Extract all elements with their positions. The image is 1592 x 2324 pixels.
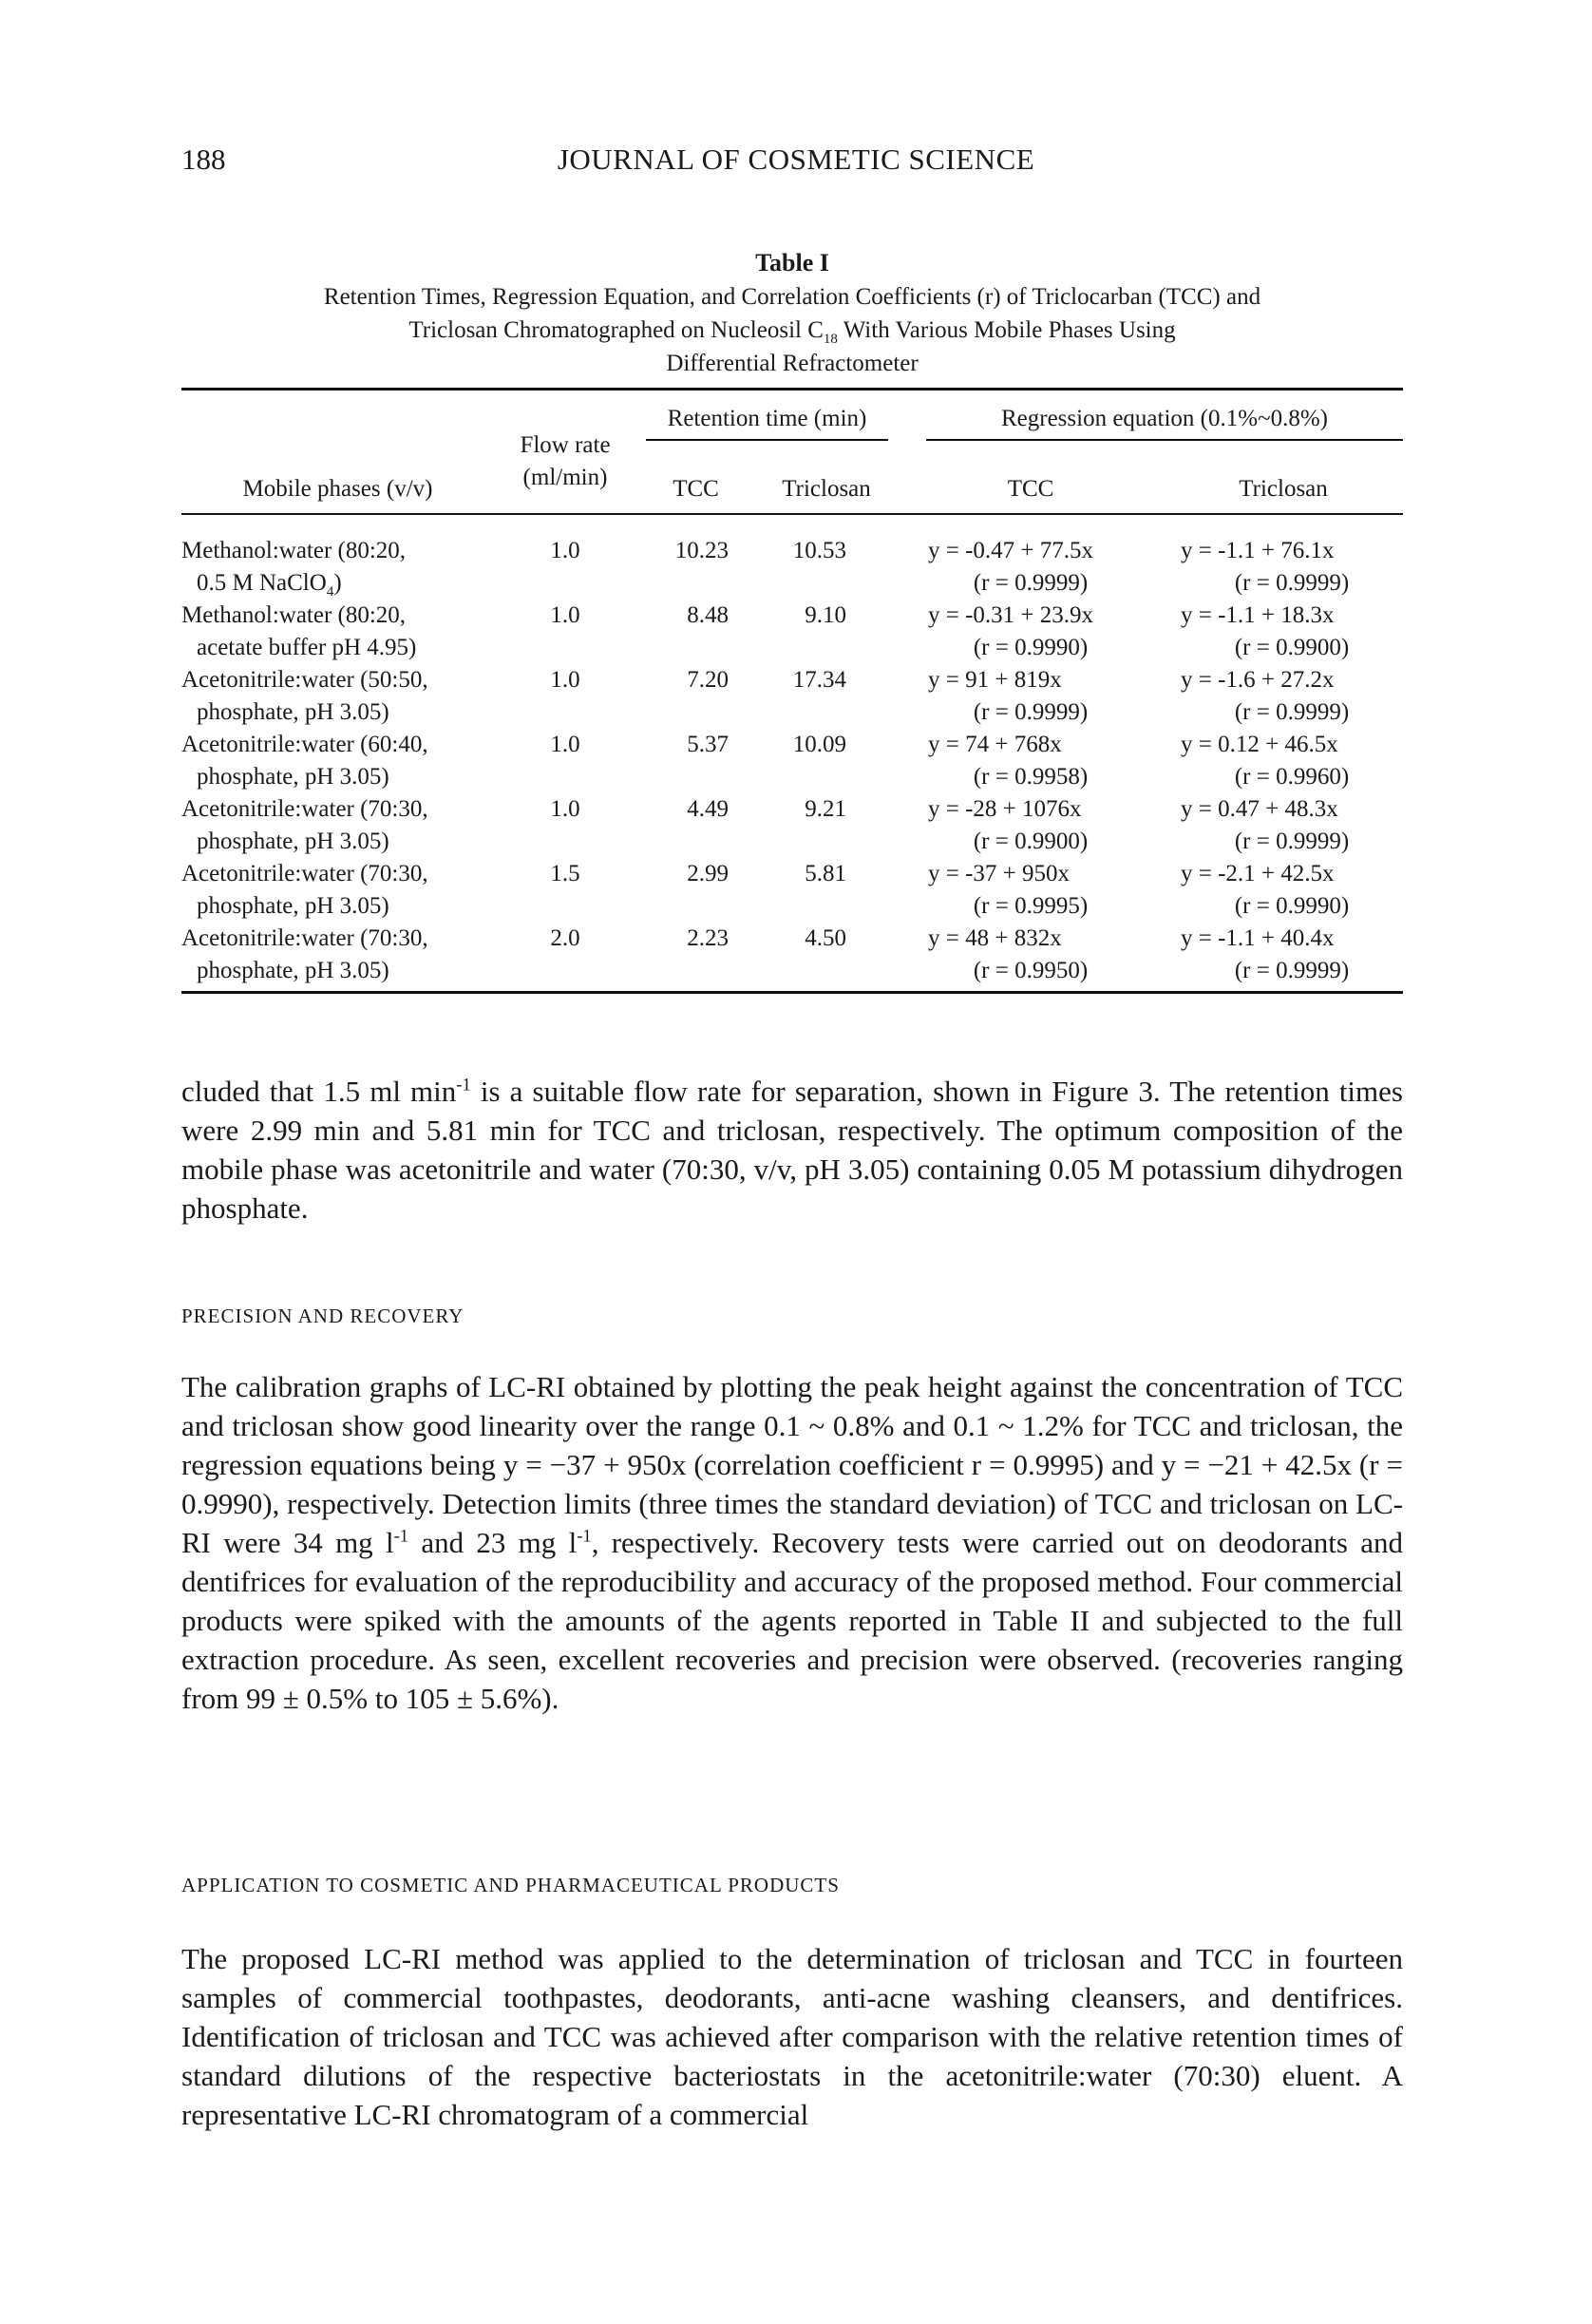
regression-tcc: y = 48 + 832x	[928, 924, 1062, 951]
correlation-tcc: (r = 0.9900)	[973, 828, 1089, 854]
mobile-phase: Acetonitrile:water (50:50,	[181, 666, 428, 693]
regression-triclosan: y = -1.1 + 18.3x	[1181, 601, 1335, 628]
regression-tcc: y = -28 + 1076x	[928, 795, 1082, 822]
retention-tcc: 5.37	[687, 731, 729, 757]
retention-tcc: 2.23	[687, 924, 729, 951]
section-heading-precision: PRECISION AND RECOVERY	[181, 1305, 464, 1327]
correlation-tcc: (r = 0.9999)	[973, 569, 1089, 596]
mobile-phase: Acetonitrile:water (60:40,	[181, 731, 428, 757]
table-row	[181, 664, 1403, 696]
retention-tcc: 2.99	[687, 860, 729, 886]
caption-line: Differential Refractometer	[666, 351, 919, 376]
correlation-tcc: (r = 0.9999)	[973, 698, 1089, 725]
table-row-continuation	[181, 955, 1403, 987]
flow-rate: 2.0	[550, 924, 580, 951]
flow-rate: 1.0	[550, 795, 580, 822]
retention-triclosan: 10.09	[792, 731, 846, 757]
header-mobile-phases: Mobile phases (v/v)	[242, 475, 433, 502]
table-row-continuation	[181, 890, 1403, 923]
caption-line	[181, 314, 1403, 347]
correlation-triclosan: (r = 0.9999)	[1234, 569, 1350, 596]
caption-line: Retention Times, Regression Equation, and Correlation Coefficients (r) of Triclocarban (TCC) and	[323, 284, 1261, 310]
correlation-triclosan: (r = 0.9900)	[1234, 634, 1350, 660]
correlation-tcc: (r = 0.9950)	[973, 957, 1089, 983]
table-row	[181, 923, 1403, 955]
retention-tcc: 8.48	[687, 601, 729, 628]
regression-tcc: y = 91 + 819x	[928, 666, 1062, 693]
header-regression: Regression equation (0.1%~0.8%)	[898, 403, 1403, 441]
table-row	[181, 535, 1403, 567]
table-row-continuation	[181, 696, 1403, 729]
table-row	[181, 600, 1403, 632]
flow-rate: 1.5	[550, 860, 580, 886]
retention-tcc: 7.20	[687, 666, 729, 693]
table-title: Table I	[755, 249, 829, 276]
retention-triclosan: 9.10	[805, 601, 846, 628]
regression-triclosan: y = 0.12 + 46.5x	[1181, 731, 1338, 757]
correlation-triclosan: (r = 0.9999)	[1234, 828, 1350, 854]
mobile-phase-detail: phosphate, pH 3.05)	[197, 763, 389, 790]
regression-tcc: y = -0.47 + 77.5x	[928, 537, 1094, 563]
table-row	[181, 729, 1403, 761]
mobile-phase: Methanol:water (80:20,	[181, 537, 407, 563]
section-heading-application: APPLICATION TO COSMETIC AND PHARMACEUTICAL PRODUCTS	[181, 1874, 840, 1896]
correlation-triclosan: (r = 0.9999)	[1234, 957, 1350, 983]
regression-tcc: y = -0.31 + 23.9x	[928, 601, 1094, 628]
data-table	[181, 388, 1403, 994]
correlation-triclosan: (r = 0.9990)	[1234, 892, 1350, 919]
correlation-tcc: (r = 0.9958)	[973, 763, 1089, 790]
header-rt-tcc: TCC	[673, 475, 719, 502]
paragraph-application: The proposed LC-RI method was applied to the determination of triclosan and TCC in fourteen samples of commercial toothpastes, deodorants, anti-acne washing cleansers, and dentifrices. Identification of triclosan and TCC was achieved after comparison with the relative retention times of standard dilutions of the respective bacteriostats in the acetonitrile:water (70:30) eluent. A representative LC-RI chromatogram of a commercial	[181, 1942, 1403, 2131]
flow-rate: 1.0	[550, 601, 580, 628]
header-flow-rate: Flow rate (ml/min)	[520, 431, 611, 490]
regression-tcc: y = -37 + 950x	[928, 860, 1071, 886]
correlation-triclosan: (r = 0.9999)	[1234, 698, 1350, 725]
header-reg-triclosan: Triclosan	[1239, 475, 1328, 502]
regression-triclosan: y = -1.6 + 27.2x	[1181, 666, 1335, 693]
paragraph-precision: The calibration graphs of LC-RI obtained by plotting the peak height against the concentration of TCC and triclosan show good linearity over the range 0.1 ~ 0.8% and 0.1 ~ 1.2% for TCC and triclosan, the regression equations being y = −37 + 950x (correlation coefficient r = 0.9995) and y = −21 + 42.5x (r = 0.9990), respectively. Detection limits (three times the standard deviation) of TCC and triclosan on LC-RI were 34 mg $l^{-1}$ and 23 mg $l^{-1}$, respectively. Recovery tests were carried out on deodorants and dentifrices for evaluation of the reproducibility and accuracy of the proposed method. Four commercial products were spiked with the amounts of the agents reported in Table II and subjected to the full extraction procedure. As seen, excellent recoveries and precision were observed. (recoveries ranging from 99 ± 0.5% to 105 ± 5.6%).	[181, 1370, 1403, 1715]
correlation-tcc: (r = 0.9990)	[973, 634, 1089, 660]
mobile-phase-detail: phosphate, pH 3.05)	[197, 698, 389, 725]
mobile-phase: Methanol:water (80:20,	[181, 601, 407, 628]
mobile-phase-detail: phosphate, pH 3.05)	[197, 828, 389, 854]
flow-rate: 1.0	[550, 666, 580, 693]
correlation-tcc: (r = 0.9995)	[973, 892, 1089, 919]
retention-triclosan: 17.34	[792, 666, 846, 693]
correlation-triclosan: (r = 0.9960)	[1234, 763, 1350, 790]
mobile-phase-detail: phosphate, pH 3.05)	[197, 892, 389, 919]
mobile-phase-detail: phosphate, pH 3.05)	[197, 957, 389, 983]
mobile-phase-detail: 0.5 M NaClO$_4$)	[197, 569, 342, 600]
page-number: 188	[181, 143, 226, 176]
mobile-phase: Acetonitrile:water (70:30,	[181, 795, 428, 822]
mobile-phase-detail: acetate buffer pH 4.95)	[197, 634, 417, 660]
table-row	[181, 793, 1403, 826]
regression-triclosan: y = -1.1 + 76.1x	[1181, 537, 1335, 563]
regression-tcc: y = 74 + 768x	[928, 731, 1062, 757]
caption-text: With Various Mobile Phases Using	[837, 317, 1176, 343]
journal-title: JOURNAL OF COSMETIC SCIENCE	[557, 143, 1035, 176]
mobile-phase: Acetonitrile:water (70:30,	[181, 924, 428, 951]
table-row-continuation	[181, 567, 1403, 600]
table-row-continuation	[181, 826, 1403, 858]
caption-subscript: 18	[823, 332, 838, 347]
header-rt-triclosan: Triclosan	[782, 475, 871, 502]
retention-tcc: 4.49	[687, 795, 729, 822]
retention-triclosan: 4.50	[805, 924, 846, 951]
flow-rate: 1.0	[550, 731, 580, 757]
regression-triclosan: y = 0.47 + 48.3x	[1181, 795, 1338, 822]
mobile-phase: Acetonitrile:water (70:30,	[181, 860, 428, 886]
retention-tcc: 10.23	[674, 537, 729, 563]
caption-text: Triclosan Chromatographed on Nucleosil C	[408, 317, 824, 343]
table-row-continuation	[181, 632, 1403, 664]
paragraph-flow-rate: cluded that 1.5 ml $\min^{-1}$ is a suitable flow rate for separation, shown in Figure 3. The retention times were 2.99 min and 5.81 min for TCC and triclosan, respectively. The optimum composition of the mobile phase was acetonitrile and water (70:30, v/v, pH 3.05) containing 0.05 M potassium dihydrogen phosphate.	[181, 1075, 1403, 1225]
table-caption	[181, 280, 1403, 380]
regression-triclosan: y = -1.1 + 40.4x	[1181, 924, 1335, 951]
retention-triclosan: 9.21	[805, 795, 846, 822]
regression-triclosan: y = -2.1 + 42.5x	[1181, 860, 1335, 886]
header-retention-time: Retention time (min)	[636, 403, 898, 441]
table-row-continuation	[181, 761, 1403, 793]
flow-rate: 1.0	[550, 537, 580, 563]
retention-triclosan: 10.53	[792, 537, 846, 563]
retention-triclosan: 5.81	[805, 860, 846, 886]
table-row	[181, 858, 1403, 890]
header-reg-tcc: TCC	[1007, 475, 1054, 502]
